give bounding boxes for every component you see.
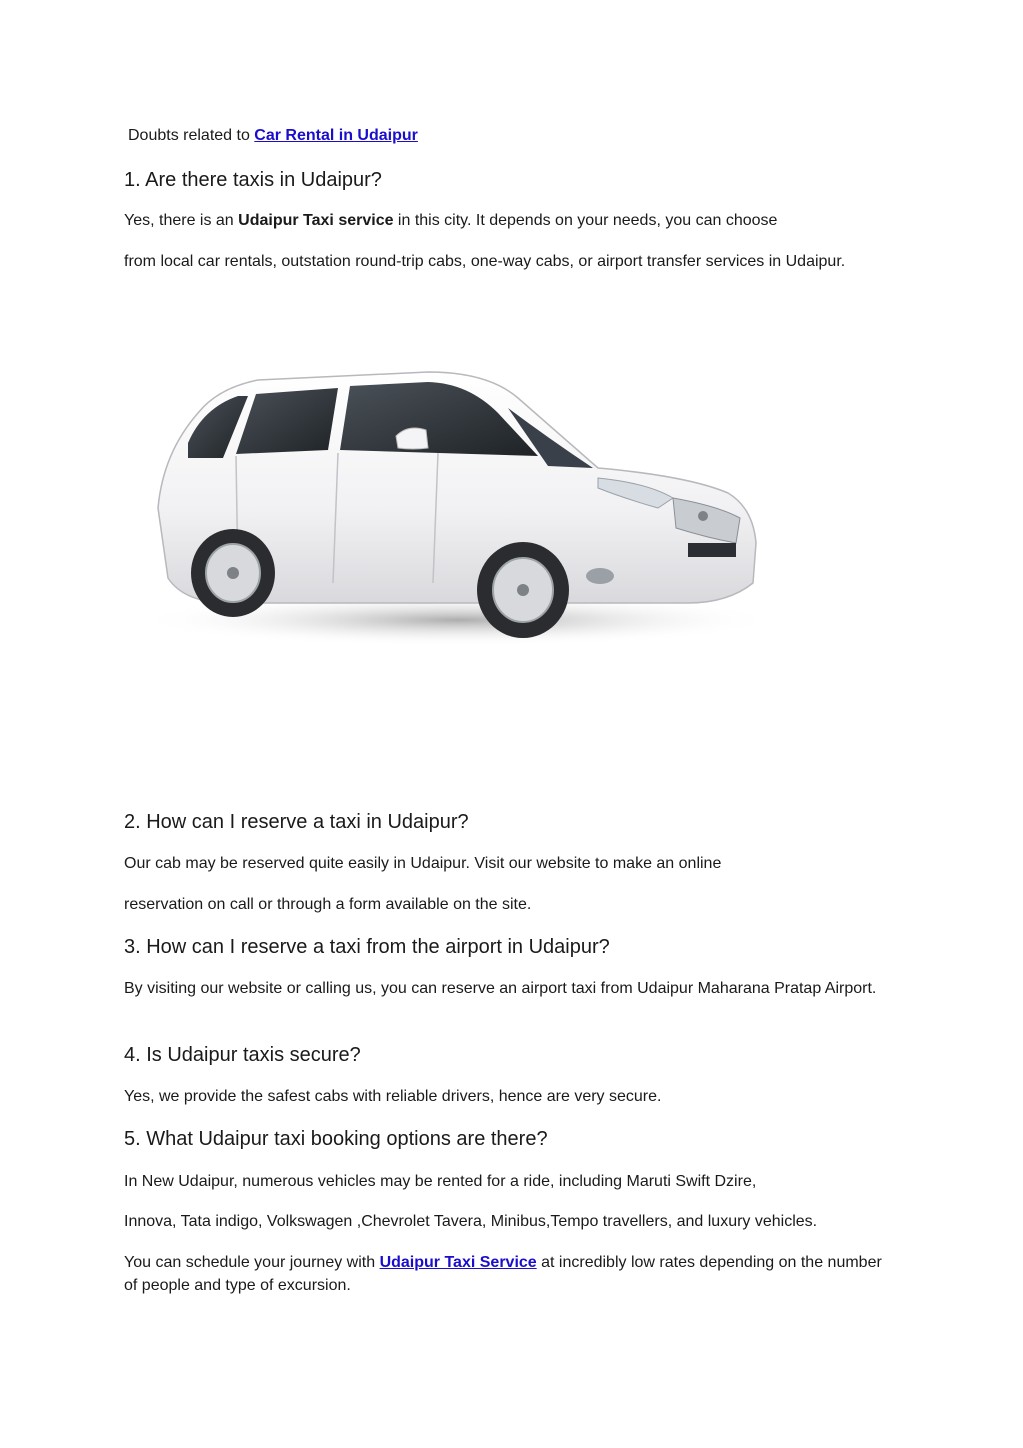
answer-5-line-1: In New Udaipur, numerous vehicles may be rented for a ride, including Maruti Swift Dzire, — [124, 1173, 757, 1190]
question-3-heading: 3. How can I reserve a taxi from the airport in Udaipur? — [124, 936, 610, 958]
question-2-heading: 2. How can I reserve a taxi in Udaipur? — [124, 811, 469, 833]
answer-2-line-1: Our cab may be reserved quite easily in Udaipur. Visit our website to make an online — [124, 855, 722, 872]
answer-5-suffix: at incredibly low rates depending on the number of people and type of excursion. — [124, 1254, 882, 1294]
answer-1-line-2: from local car rentals, outstation round-trip cabs, one-way cabs, or airport transfer services in Udaipur. — [124, 253, 846, 270]
answer-5-prefix: You can schedule your journey with — [124, 1254, 380, 1271]
logo-emblem — [698, 511, 708, 521]
answer-5-line-2: Innova, Tata indigo, Volkswagen ,Chevrolet Tavera, Minibus,Tempo travellers, and luxury vehicles. — [124, 1213, 818, 1230]
car-rental-link[interactable]: Car Rental in Udaipur — [254, 127, 418, 144]
udaipur-taxi-service-bold: Udaipur Taxi service — [238, 212, 394, 229]
intro-prefix: Doubts related to — [128, 127, 255, 144]
license-plate — [688, 543, 736, 557]
answer-1-suffix: in this city. It depends on your needs, you can choose — [393, 212, 778, 229]
front-wheel — [477, 542, 569, 638]
question-4-heading: 4. Is Udaipur taxis secure? — [124, 1044, 361, 1066]
rear-wheel — [191, 529, 275, 617]
fog-light — [586, 568, 614, 584]
car-image — [128, 358, 788, 658]
question-1-heading: 1. Are there taxis in Udaipur? — [124, 169, 382, 191]
answer-2-line-2: reservation on call or through a form available on the site. — [124, 896, 532, 913]
question-5-heading: 5. What Udaipur taxi booking options are there? — [124, 1128, 548, 1150]
udaipur-taxi-service-link[interactable]: Udaipur Taxi Service — [379, 1254, 537, 1271]
white-mpv-car-illustration — [128, 358, 788, 658]
intro-line — [128, 125, 418, 147]
answer-4-line-1: Yes, we provide the safest cabs with reliable drivers, hence are very secure. — [124, 1088, 662, 1105]
answer-1-line-1 — [124, 209, 894, 232]
answer-5-line-3 — [124, 1251, 894, 1297]
answer-1-prefix: Yes, there is an — [124, 212, 239, 229]
answer-3-line-1: By visiting our website or calling us, you can reserve an airport taxi from Udaipur Maharana Pratap Airport. — [124, 980, 877, 997]
